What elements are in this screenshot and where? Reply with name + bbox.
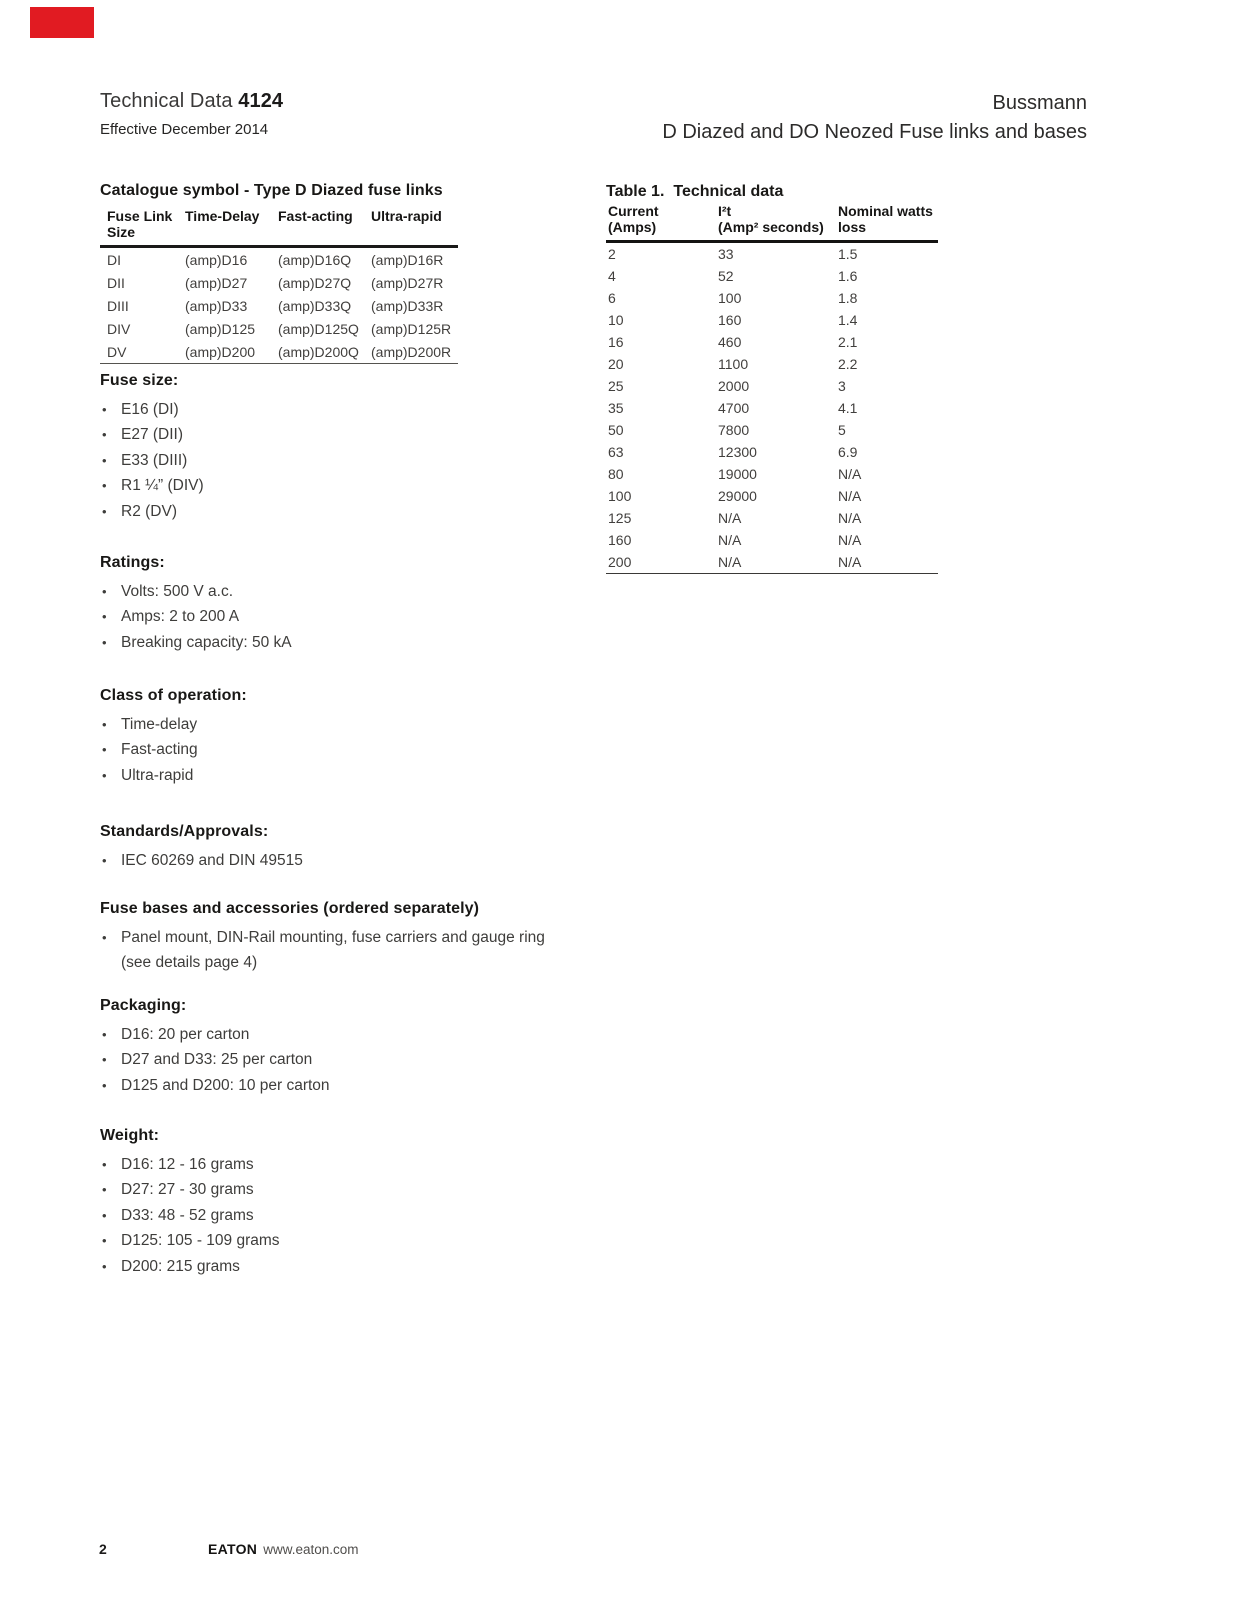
table-cell: 35 xyxy=(608,400,624,416)
table-row xyxy=(606,507,938,529)
table-cell: 50 xyxy=(608,422,624,438)
table-cell: 4700 xyxy=(718,400,750,416)
column-header xyxy=(606,204,716,242)
table-cell: DV xyxy=(100,340,178,364)
page-number: 2 xyxy=(99,1541,107,1557)
table-cell: 4.1 xyxy=(838,400,858,416)
column-header xyxy=(271,209,364,247)
table-row xyxy=(100,340,458,364)
table-cell: 1.4 xyxy=(838,312,858,328)
table-cell: 52 xyxy=(718,268,734,284)
table-cell: 6.9 xyxy=(838,444,858,460)
bullet-item: • E27 (DII) xyxy=(100,422,570,447)
table-cell: 80 xyxy=(608,466,624,482)
table-cell: 33 xyxy=(718,246,734,262)
table-row xyxy=(606,551,938,574)
table-cell: 6 xyxy=(608,290,616,306)
table-cell: (amp)D200Q xyxy=(271,340,364,364)
section-heading: Standards/Approvals: xyxy=(100,823,269,840)
table-cell: (amp)D125R xyxy=(371,320,452,337)
table-row xyxy=(606,353,938,375)
bullet-item: • D125 and D200: 10 per carton xyxy=(100,1073,570,1098)
table-row xyxy=(606,265,938,287)
table-row xyxy=(100,317,458,340)
table-cell: 200 xyxy=(606,551,716,574)
column-header-line: loss xyxy=(838,218,867,235)
table-cell: (amp)D16 xyxy=(185,251,248,268)
table-row xyxy=(100,271,458,294)
column-header-line: Time-Delay xyxy=(185,208,260,224)
table-row xyxy=(100,247,458,272)
bullet-item: • Amps: 2 to 200 A xyxy=(100,604,570,629)
bullet-list xyxy=(100,848,570,873)
section-heading: Packaging: xyxy=(100,997,187,1014)
catalogue-heading: Catalogue symbol - Type D Diazed fuse links xyxy=(100,182,443,199)
table-cell: N/A xyxy=(836,551,938,574)
catalogue-block xyxy=(100,181,570,364)
bullet-item: • D16: 20 per carton xyxy=(100,1022,570,1047)
bullet-item: • D27: 27 - 30 grams xyxy=(100,1177,570,1202)
section-class-of-operation xyxy=(100,686,570,788)
bullet-item: • Volts: 500 V a.c. xyxy=(100,579,570,604)
table-cell: (amp)D33Q xyxy=(278,297,352,314)
table-row xyxy=(606,287,938,309)
bullet-list xyxy=(100,925,570,976)
brand-name: Bussmann xyxy=(992,92,1087,114)
table-cell: N/A xyxy=(838,510,862,526)
table1-caption-text: Technical data xyxy=(673,183,784,200)
table-cell: 7800 xyxy=(718,422,750,438)
table-cell: N/A xyxy=(838,532,862,548)
bullet-item: • D33: 48 - 52 grams xyxy=(100,1203,570,1228)
column-header-line: (Amp² seconds) xyxy=(718,218,824,235)
column-header-line: I²t xyxy=(718,203,732,219)
section-fuse-bases xyxy=(100,899,570,976)
doc-number: 4124 xyxy=(238,90,284,112)
table1-body xyxy=(606,242,938,574)
table-cell: (amp)D27Q xyxy=(278,274,352,291)
section-standards xyxy=(100,822,570,873)
table-row xyxy=(606,242,938,266)
table-cell: 1.8 xyxy=(838,290,858,306)
column-header xyxy=(716,204,836,242)
table-cell: 19000 xyxy=(718,466,757,482)
column-header-line: Fuse Link xyxy=(107,208,173,224)
table1-caption xyxy=(606,182,938,201)
bullet-item: • R2 (DV) xyxy=(100,499,570,524)
table-cell: 2 xyxy=(608,246,616,262)
table-cell: 10 xyxy=(608,312,624,328)
technical-data-block xyxy=(606,182,938,574)
table-cell: 5 xyxy=(838,422,846,438)
table-row xyxy=(606,375,938,397)
column-header-line: Size xyxy=(107,223,136,240)
table-cell: 125 xyxy=(608,510,632,526)
table-cell: (amp)D125 xyxy=(185,320,256,337)
section-weight xyxy=(100,1126,570,1279)
table-cell: N/A xyxy=(718,532,742,548)
table-cell: 29000 xyxy=(718,488,757,504)
table-cell: (amp)D16Q xyxy=(278,251,352,268)
section-heading: Ratings: xyxy=(100,554,165,571)
bullet-item: • D16: 12 - 16 grams xyxy=(100,1152,570,1177)
bullet-item: • IEC 60269 and DIN 49515 xyxy=(100,848,570,873)
table-cell: DII xyxy=(107,274,125,291)
table-cell: (amp)D33 xyxy=(185,297,248,314)
table-cell: 160 xyxy=(718,312,742,328)
bullet-item: • D27 and D33: 25 per carton xyxy=(100,1047,570,1072)
section-ratings xyxy=(100,553,570,655)
table-cell: 20 xyxy=(608,356,624,372)
table-cell: 100 xyxy=(718,290,742,306)
bullet-list xyxy=(100,1152,570,1279)
eaton-red-tab xyxy=(30,7,94,38)
section-heading: Class of operation: xyxy=(100,687,247,704)
table-cell: (amp)D33R xyxy=(371,297,444,314)
table-cell: DIV xyxy=(107,320,131,337)
footer-brand-line xyxy=(208,1541,359,1557)
bullet-item: • D200: 215 grams xyxy=(100,1254,570,1279)
bullet-item: • E33 (DIII) xyxy=(100,448,570,473)
column-header xyxy=(178,209,271,247)
table-cell: 12300 xyxy=(718,444,757,460)
footer-brand: EATON xyxy=(208,1541,258,1557)
table-cell: 460 xyxy=(718,334,742,350)
table-cell: 1100 xyxy=(718,356,749,372)
doc-type: Technical Data xyxy=(100,90,233,112)
column-header-line: Fast-acting xyxy=(278,208,353,224)
table-row xyxy=(606,463,938,485)
table-cell: 16 xyxy=(608,334,624,350)
table-row xyxy=(606,441,938,463)
table-cell: N/A xyxy=(838,488,862,504)
column-header-line: Nominal watts xyxy=(838,203,933,219)
catalogue-table-body xyxy=(100,247,458,364)
table-cell: N/A xyxy=(838,466,862,482)
bullet-item: • D125: 105 - 109 grams xyxy=(100,1228,570,1253)
table-cell: N/A xyxy=(718,510,742,526)
bullet-item: • Panel mount, DIN-Rail mounting, fuse carriers and gauge ring (see details page 4) xyxy=(100,925,570,976)
bullet-item: • Breaking capacity: 50 kA xyxy=(100,630,570,655)
table-cell: DI xyxy=(107,251,121,268)
bullet-item: • R1 ¼” (DIV) xyxy=(100,473,570,498)
bullet-item: • E16 (DI) xyxy=(100,397,570,422)
section-packaging xyxy=(100,996,570,1098)
table-cell: 4 xyxy=(608,268,616,284)
doc-type-line xyxy=(100,90,283,113)
column-header-line: Current xyxy=(608,203,659,219)
table-cell: 2.1 xyxy=(838,334,858,350)
table1-header-row xyxy=(606,204,938,242)
table-cell: (amp)D200R xyxy=(364,340,458,364)
table-row xyxy=(606,397,938,419)
table-cell: 25 xyxy=(608,378,624,394)
section-fuse-size xyxy=(100,371,570,524)
header-right xyxy=(662,92,1087,144)
section-heading: Weight: xyxy=(100,1127,160,1144)
table-cell: 63 xyxy=(608,444,624,460)
column-header xyxy=(836,204,938,242)
table-cell: (amp)D200 xyxy=(178,340,271,364)
table-cell: 1.6 xyxy=(838,268,858,284)
table-cell: 1.5 xyxy=(838,246,858,262)
effective-date: Effective December 2014 xyxy=(100,121,269,138)
table-cell: (amp)D27 xyxy=(185,274,248,291)
page-title: D Diazed and DO Neozed Fuse links and bases xyxy=(662,121,1087,143)
bullet-item: • Time-delay xyxy=(100,712,570,737)
table1-caption-label: Table 1. xyxy=(606,183,665,200)
catalogue-header-row xyxy=(100,209,458,247)
table-cell: 3 xyxy=(838,378,846,394)
column-header-line: (Amps) xyxy=(608,218,657,235)
table-row xyxy=(100,294,458,317)
table-cell: N/A xyxy=(716,551,836,574)
table-row xyxy=(606,331,938,353)
table-row xyxy=(606,485,938,507)
table-cell: (amp)D27R xyxy=(371,274,444,291)
column-header xyxy=(100,209,178,247)
header-left xyxy=(100,90,283,138)
column-header xyxy=(364,209,458,247)
table-cell: (amp)D125Q xyxy=(278,320,359,337)
table-cell: 2000 xyxy=(718,378,750,394)
bullet-list xyxy=(100,397,570,524)
table-cell: 100 xyxy=(608,488,632,504)
bullet-item: • Ultra-rapid xyxy=(100,763,570,788)
bullet-list xyxy=(100,1022,570,1098)
column-header-line: Ultra-rapid xyxy=(371,208,442,224)
technical-data-table xyxy=(606,204,938,574)
table-cell: (amp)D16R xyxy=(371,251,444,268)
bullet-item: • Fast-acting xyxy=(100,737,570,762)
table-cell: DIII xyxy=(107,297,129,314)
section-heading: Fuse bases and accessories (ordered separately) xyxy=(100,900,480,917)
table-row xyxy=(606,309,938,331)
bullet-list xyxy=(100,712,570,788)
table-row xyxy=(606,529,938,551)
catalogue-table xyxy=(100,209,458,364)
table-cell: 160 xyxy=(608,532,632,548)
table-row xyxy=(606,419,938,441)
footer-url: www.eaton.com xyxy=(263,1542,359,1557)
bullet-list xyxy=(100,579,570,655)
table-cell: 2.2 xyxy=(838,356,858,372)
section-heading: Fuse size: xyxy=(100,372,179,389)
